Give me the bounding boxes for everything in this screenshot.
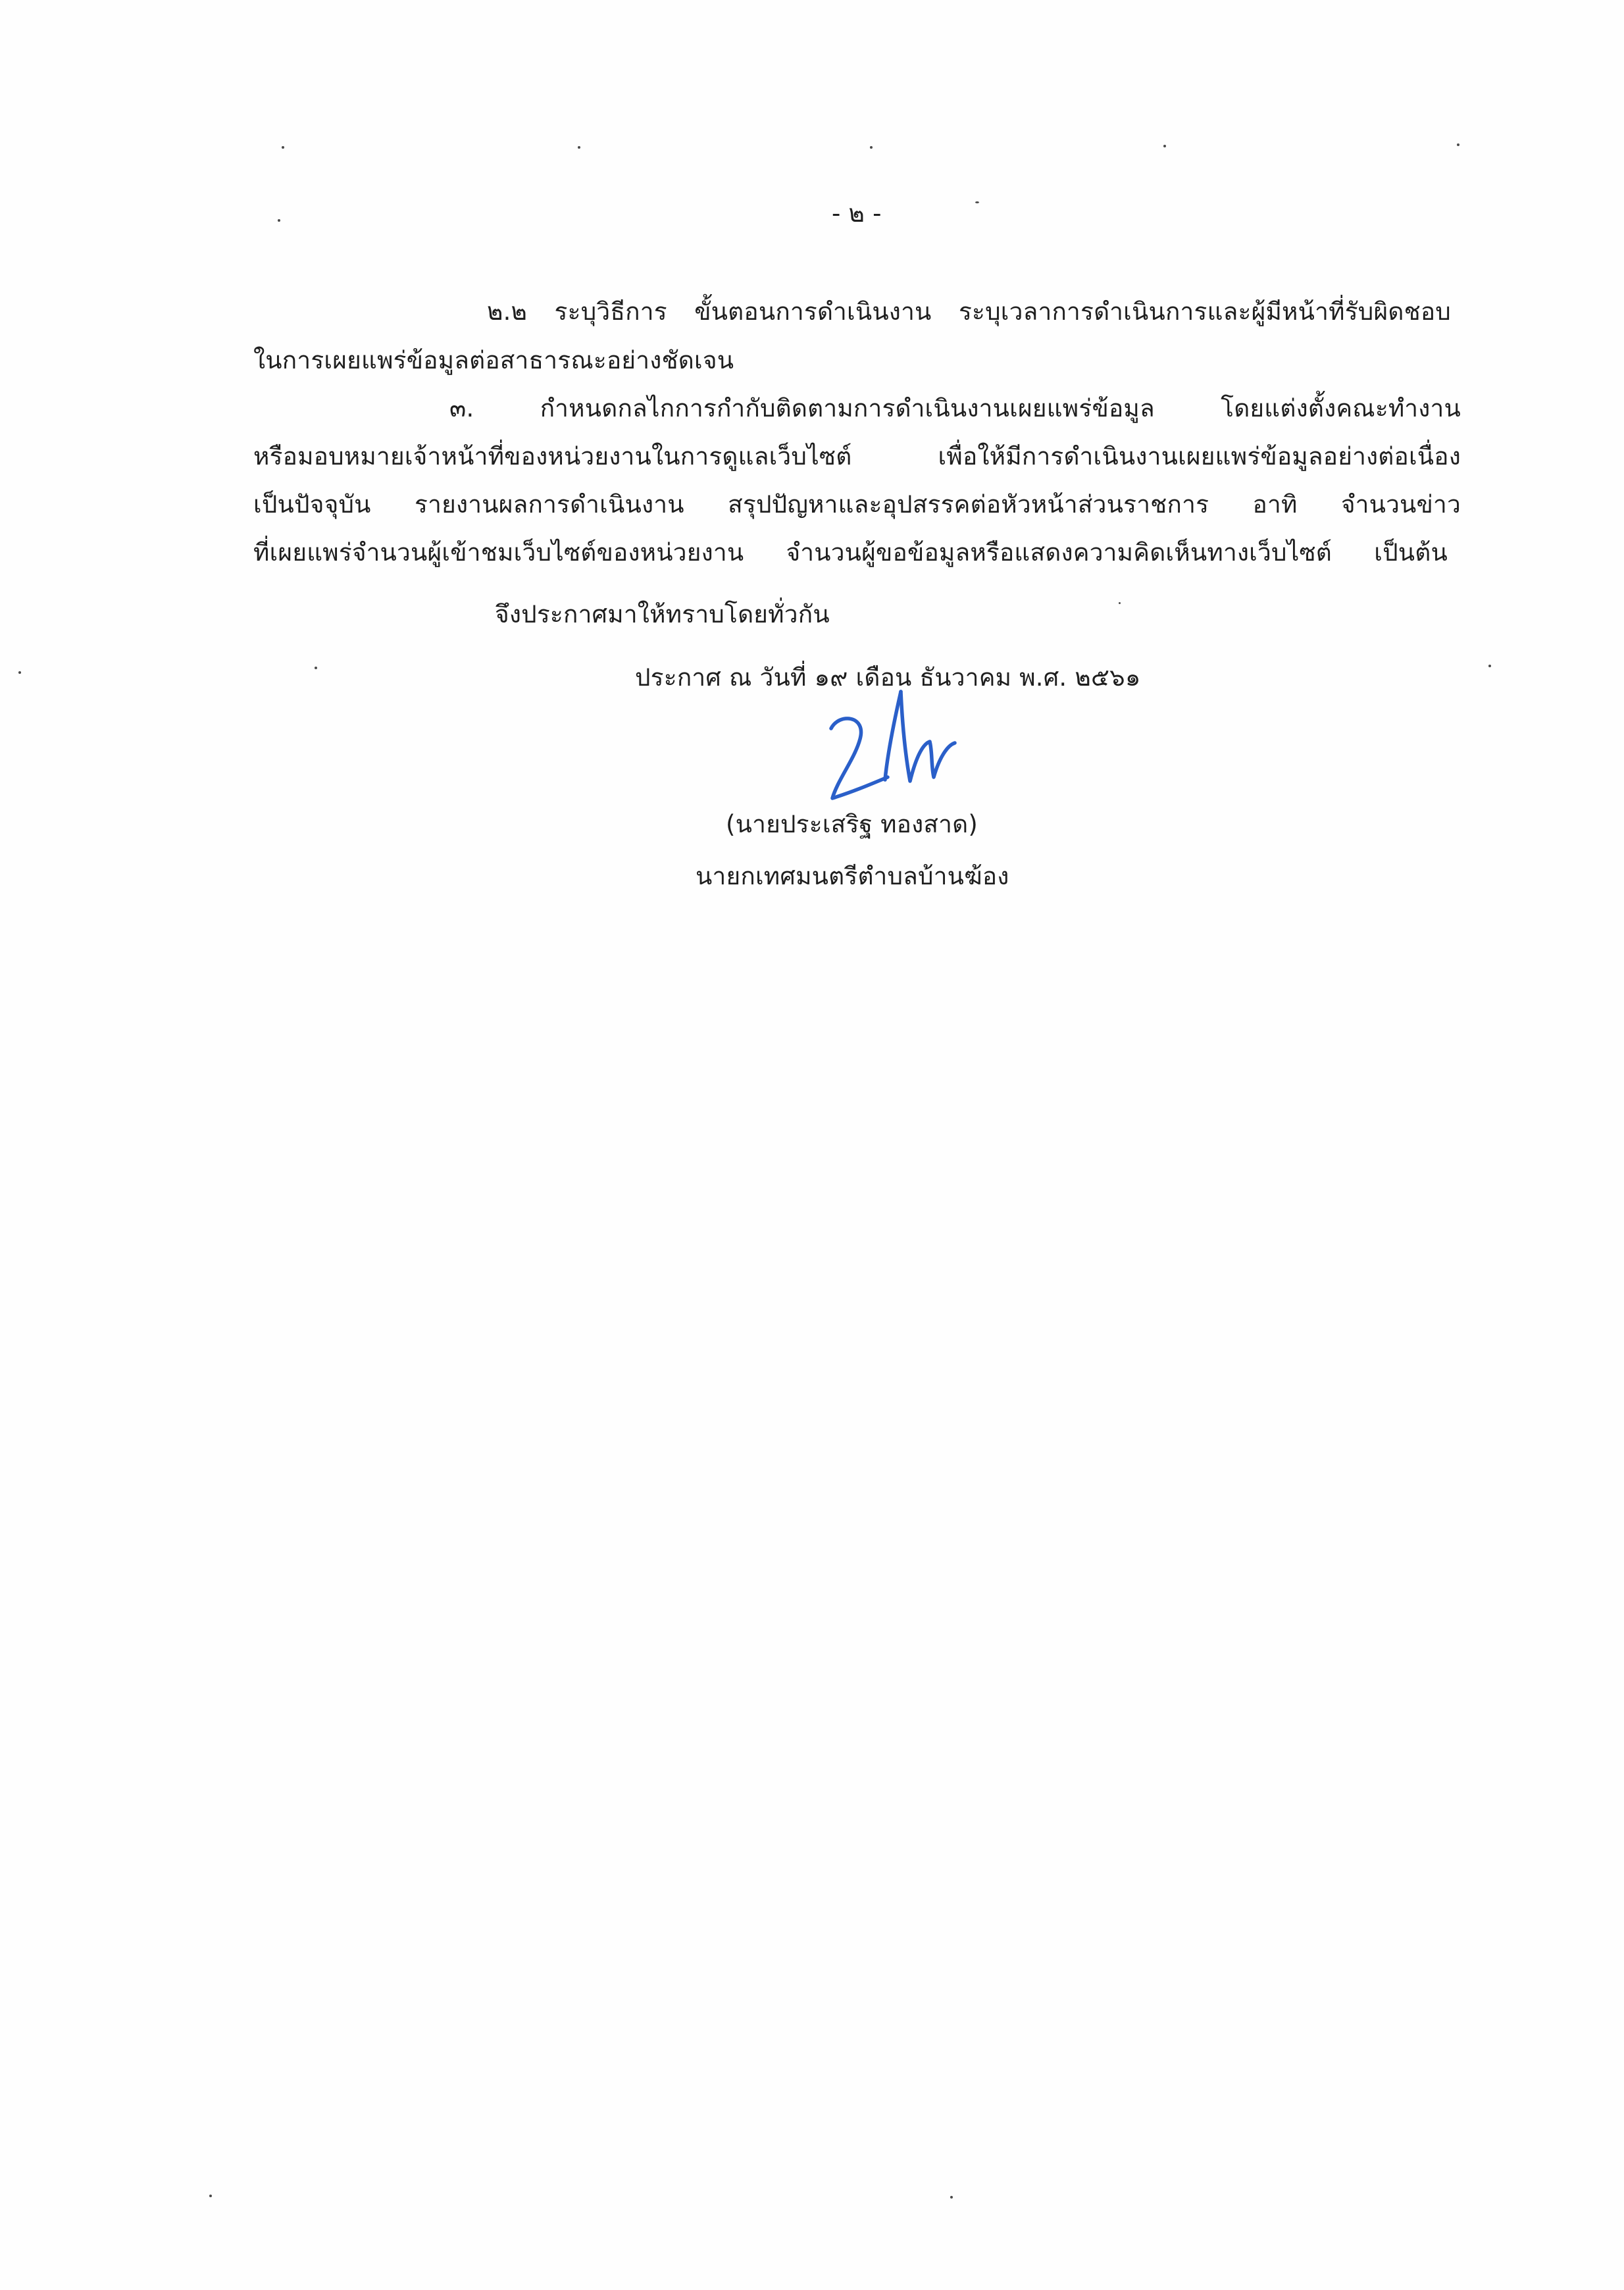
paragraph-3-line-1: ๓. กำหนดกลไกการกำกับติดตามการดำเนินงานเผยแพร่ข้อมูล โดยแต่งตั้งคณะทำงาน <box>449 394 1461 422</box>
paragraph-2-2-line-1: ๒.๒ ระบุวิธีการ ขั้นตอนการดำเนินงาน ระบุเวลาการดำเนินการและผู้มีหน้าที่รับผิดชอบ <box>487 297 1451 326</box>
page-number: - ๒ - <box>832 199 882 228</box>
paragraph-2-2-line-2: ในการเผยแพร่ข้อมูลต่อสาธารณะอย่างชัดเจน <box>253 346 734 374</box>
paragraph-3-line-4: ที่เผยแพร่จำนวนผู้เข้าชมเว็บไซต์ของหน่วยงาน จำนวนผู้ขอข้อมูลหรือแสดงความคิดเห็นทางเว็บไซต์ เป็นต้น <box>253 538 1448 567</box>
scan-speck <box>1163 145 1166 147</box>
signatory-position: นายกเทศมนตรีตำบลบ้านฆ้อง <box>696 862 1009 890</box>
announcement-date: ประกาศ ณ วันที่ ๑๙ เดือน ธันวาคม พ.ศ. ๒๕๖๑ <box>635 663 1141 692</box>
scan-speck <box>870 146 873 149</box>
signature-image <box>819 681 957 806</box>
scan-speck <box>18 671 21 674</box>
scan-speck <box>315 667 317 669</box>
paragraph-3-line-3: เป็นปัจจุบัน รายงานผลการดำเนินงาน สรุปปัญหาและอุปสรรคต่อหัวหน้าส่วนราชการ อาทิ จำนวนข่าว <box>253 490 1461 519</box>
closing-statement: จึงประกาศมาให้ทราบโดยทั่วกัน <box>495 600 830 628</box>
scan-speck <box>1457 143 1459 146</box>
scan-speck <box>950 2196 953 2199</box>
paragraph-3-line-2: หรือมอบหมายเจ้าหน้าที่ของหน่วยงานในการดูแลเว็บไซต์ เพื่อให้มีการดำเนินงานเผยแพร่ข้อมูลอย่างต่อเนื่อง <box>253 442 1461 471</box>
scan-speck <box>282 146 284 149</box>
scan-speck <box>278 219 280 222</box>
scan-speck <box>209 2195 212 2197</box>
scan-speck <box>1488 665 1491 667</box>
scan-speck <box>578 146 580 149</box>
scan-speck <box>975 201 979 203</box>
scan-speck <box>1119 602 1121 604</box>
signatory-name: (นายประเสริฐ ทองสาด) <box>726 810 978 838</box>
